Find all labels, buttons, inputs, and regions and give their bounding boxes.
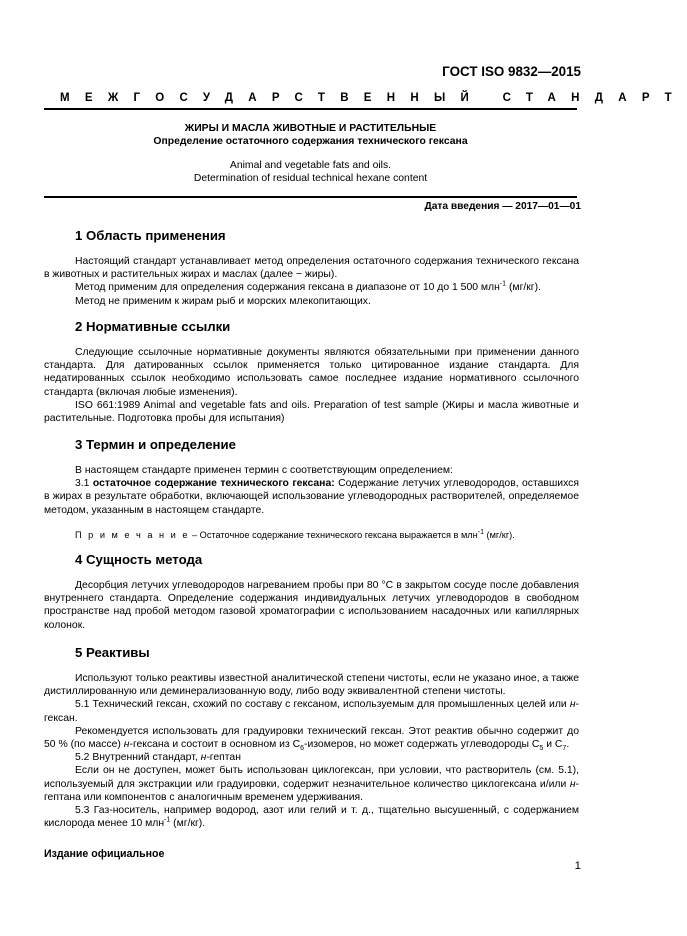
text-run: (мг/кг). [506, 282, 541, 294]
section-4-heading: 4 Сущность метода [75, 552, 203, 567]
text-run: -гептана или компонентов с аналогичным временем удерживания. [44, 778, 579, 803]
interstate-standard-banner: МЕЖГОСУДАРСТВЕННЫЙ СТАНДАРТ [60, 92, 687, 104]
title-ru-line1: ЖИРЫ И МАСЛА ЖИВОТНЫЕ И РАСТИТЕЛЬНЫЕ [184, 123, 437, 134]
subscript: 6 [300, 745, 305, 753]
page-number: 1 [574, 860, 581, 872]
text-run: -гептан [206, 752, 241, 764]
section-2-body [44, 346, 579, 425]
section-5-paragraph-6 [44, 804, 579, 830]
section-2-heading: 2 Нормативные ссылки [75, 319, 231, 334]
subscript: 7 [562, 745, 567, 753]
section-2-paragraph-1: Следующие ссылочные нормативные документы являются обязательными при применении данного стандарта. Для датированных ссылок применяется только цитированное издание стандарта. Для недатированных ссылок необходимо использовать самое последнее издание нормативного ссылочного стандарта (включая любые изменения). [44, 347, 579, 398]
text-run: Метод применим для определения содержания гексана в диапазоне от 10 до 1 500 млн [75, 282, 500, 294]
section-1-heading: 1 Область применения [75, 228, 226, 243]
italic-n: н [569, 699, 576, 711]
text-run: (мг/кг). [170, 818, 206, 830]
section-3-heading: 3 Термин и определение [75, 437, 236, 452]
section-1-body [44, 255, 579, 308]
term-definition-text: Содержание летучих углеводородов, оставшихся в жирах в результате обработки, включающей использование углеводородных растворителей, определяемое методом, указанным в настоящем стандарте. [44, 478, 579, 516]
section-5-paragraph-1: Используют только реактивы известной аналитической степени чистоты, если не указано иное, а также дистиллированную или деминерализованную воду, либо воду эквивалентной степени чистоты. [44, 673, 579, 698]
superscript: -1 [499, 280, 507, 288]
section-1-paragraph-1: Настоящий стандарт устанавливает метод определения остаточного содержания технического гексана в животных и растительных жирах и маслах (далее − жиры). [44, 256, 579, 281]
text-run: . [566, 739, 570, 751]
italic-n: н [123, 739, 130, 751]
text-run: -изомеров, но может содержать углеводороды C [304, 739, 540, 751]
section-4-body [44, 579, 579, 632]
text-run: Рекомендуется использовать для градуировки технический гексан. Этот реактив обычно содержит до 50 % (по массе) [44, 725, 579, 751]
title-ru-line2: Определение остаточного содержания технического гексана [153, 136, 468, 147]
note [44, 529, 579, 542]
term: остаточное содержание технического гексана: [92, 478, 335, 490]
italic-n: н [200, 752, 207, 764]
text-run: -гексана и состоит в основном из C [129, 739, 301, 751]
text-run: -гексан. [44, 699, 579, 724]
section-1-paragraph-3: Метод не применим к жирам рыб и морских млекопитающих. [75, 295, 371, 307]
italic-n: н [569, 778, 576, 790]
section-5-body [44, 672, 579, 830]
text-run: Если он не доступен, может быть использован циклогексан, при условии, что растворитель (см. 5.1), используемый для экстракции или градуировки, содержит незначительное количество циклогексана и/или [44, 765, 579, 790]
note-text: – Остаточное содержание технического гексана выражается в млн [189, 529, 478, 540]
official-edition-label: Издание официальное [44, 848, 165, 860]
section-3-paragraph-1: В настоящем стандарте применен термин с соответствующим определением: [75, 465, 453, 476]
section-2-paragraph-2: ISO 661:1989 Animal and vegetable fats and oils. Preparation of test sample (Жиры и масла животные и растительные. Подготовка пробы для испытания) [44, 399, 579, 425]
term-number: 3.1 [75, 478, 93, 490]
note-end: (мг/кг). [483, 529, 515, 540]
section-1-paragraph-2 [44, 281, 579, 294]
term-definition [44, 477, 579, 517]
text-run: 5.3 Газ-носитель, например водород, азот или гелий и т. д., тщательно высушенный, с содержанием кислорода менее 10 млн [44, 805, 579, 830]
title-en-line2: Determination of residual technical hexane content [193, 173, 428, 184]
title-en-line1: Animal and vegetable fats and oils. [229, 160, 392, 171]
section-5-paragraph-5 [44, 764, 579, 804]
note-label: П р и м е ч а н и е [75, 529, 190, 540]
text-run: 5.1 Технический гексан, схожий по составу с гексаном, используемым для промышленных целей или [75, 699, 570, 711]
standard-code: ГОСТ ISO 9832—2015 [442, 64, 581, 79]
section-5-heading: 5 Реактивы [75, 645, 150, 660]
section-5-paragraph-3 [44, 725, 579, 751]
section-4-paragraph-1: Десорбция летучих углеводородов нагреванием пробы при 80 °С в закрытом сосуде после добавления внутреннего стандарта. Определение содержания индивидуальных летучих углеводородов в свободном пространстве над пробой методом газовой хроматографии с использованием насадочных или капиллярных колонок. [44, 580, 579, 631]
top-rule [44, 108, 577, 110]
intro-date: Дата введения — 2017—01—01 [424, 201, 581, 212]
superscript: -1 [477, 528, 484, 536]
text-run: 5.2 Внутренний стандарт, [75, 752, 201, 764]
section-5-paragraph-2 [44, 698, 579, 724]
section-3-body [44, 464, 579, 542]
section-5-paragraph-4 [44, 751, 579, 764]
subscript: 5 [539, 745, 544, 753]
date-rule [44, 196, 577, 198]
text-run: и C [543, 739, 563, 751]
superscript: -1 [164, 816, 171, 824]
